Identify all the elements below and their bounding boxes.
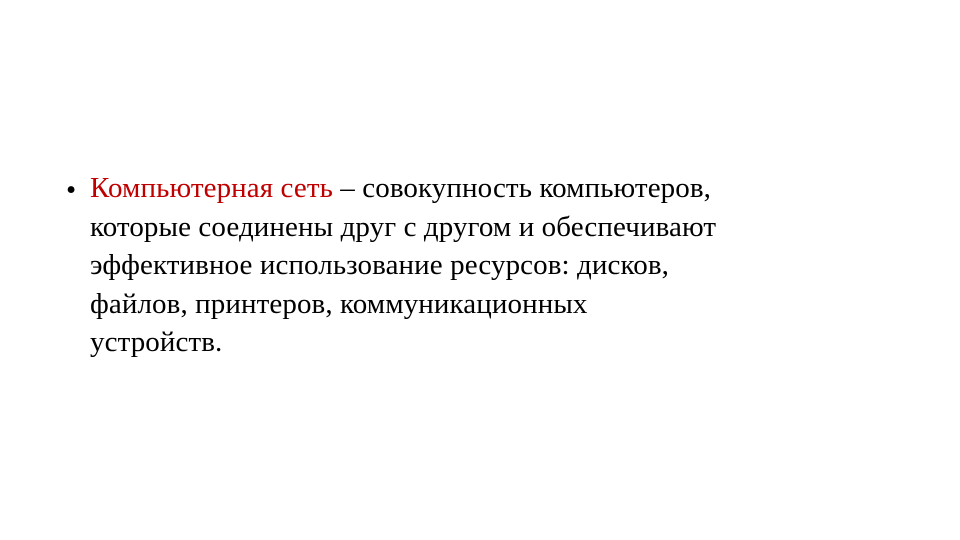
highlighted-term: Компьютерная сеть [90, 172, 333, 204]
bullet-icon: • [66, 173, 77, 206]
definition-text: – совокупность компьютеров, которые соединены друг с другом и обеспечивают эффективное использование ресурсов: дисков, файлов, принтеров, коммуникационных устройств. [90, 172, 717, 359]
content-placeholder [62, 140, 722, 391]
list-item [62, 169, 722, 362]
